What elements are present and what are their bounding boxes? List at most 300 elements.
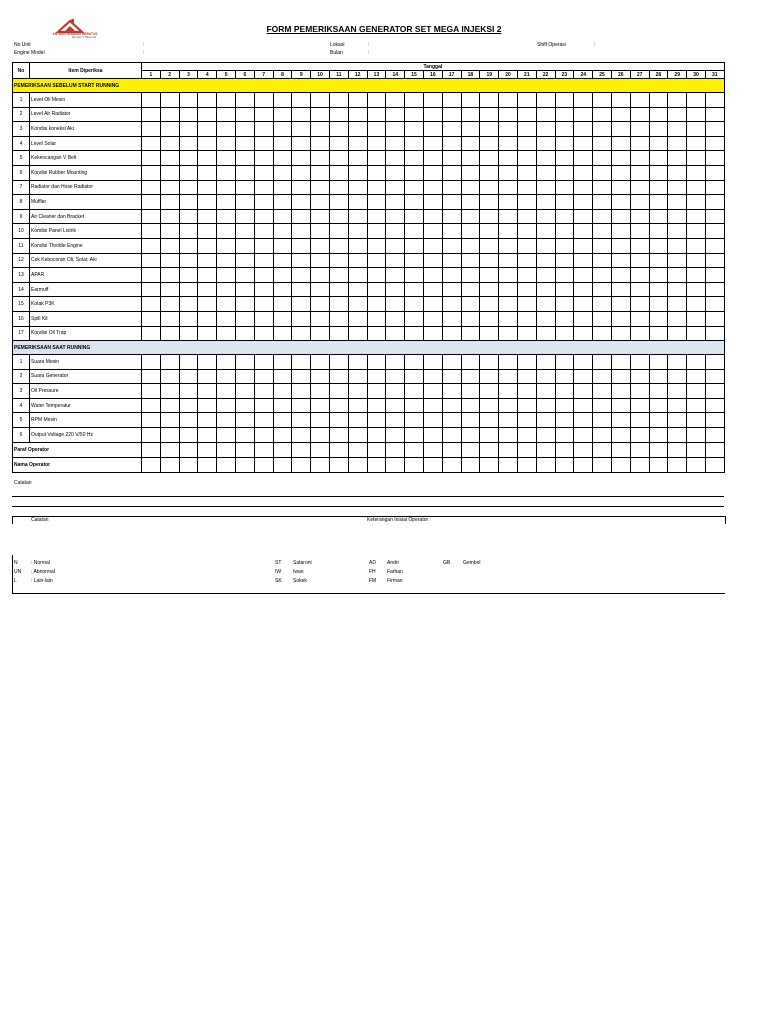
check-cell[interactable] <box>423 195 442 210</box>
check-cell[interactable] <box>423 136 442 151</box>
check-cell[interactable] <box>630 253 649 268</box>
check-cell[interactable] <box>386 165 405 180</box>
check-cell[interactable] <box>348 107 367 122</box>
check-cell[interactable] <box>273 93 292 108</box>
check-cell[interactable] <box>329 369 348 384</box>
check-cell[interactable] <box>405 238 424 253</box>
check-cell[interactable] <box>574 428 593 443</box>
check-cell[interactable] <box>574 195 593 210</box>
sign-cell[interactable] <box>705 442 724 457</box>
check-cell[interactable] <box>668 195 687 210</box>
check-cell[interactable] <box>405 253 424 268</box>
check-cell[interactable] <box>348 282 367 297</box>
check-cell[interactable] <box>254 107 273 122</box>
check-cell[interactable] <box>273 369 292 384</box>
check-cell[interactable] <box>386 311 405 326</box>
check-cell[interactable] <box>668 282 687 297</box>
check-cell[interactable] <box>649 297 668 312</box>
check-cell[interactable] <box>292 369 311 384</box>
check-cell[interactable] <box>480 369 499 384</box>
check-cell[interactable] <box>142 413 161 428</box>
check-cell[interactable] <box>235 413 254 428</box>
check-cell[interactable] <box>254 209 273 224</box>
check-cell[interactable] <box>480 268 499 283</box>
check-cell[interactable] <box>499 238 518 253</box>
check-cell[interactable] <box>555 369 574 384</box>
check-cell[interactable] <box>405 398 424 413</box>
check-cell[interactable] <box>348 93 367 108</box>
check-cell[interactable] <box>480 93 499 108</box>
check-cell[interactable] <box>574 151 593 166</box>
check-cell[interactable] <box>329 428 348 443</box>
check-cell[interactable] <box>423 384 442 399</box>
check-cell[interactable] <box>687 428 706 443</box>
check-cell[interactable] <box>593 136 612 151</box>
check-cell[interactable] <box>687 180 706 195</box>
check-cell[interactable] <box>630 238 649 253</box>
check-cell[interactable] <box>423 369 442 384</box>
check-cell[interactable] <box>499 107 518 122</box>
check-cell[interactable] <box>687 136 706 151</box>
check-cell[interactable] <box>179 209 198 224</box>
check-cell[interactable] <box>235 384 254 399</box>
check-cell[interactable] <box>273 297 292 312</box>
sign-cell[interactable] <box>329 442 348 457</box>
check-cell[interactable] <box>517 107 536 122</box>
check-cell[interactable] <box>442 369 461 384</box>
check-cell[interactable] <box>461 311 480 326</box>
check-cell[interactable] <box>555 384 574 399</box>
check-cell[interactable] <box>555 165 574 180</box>
check-cell[interactable] <box>593 107 612 122</box>
check-cell[interactable] <box>423 326 442 341</box>
check-cell[interactable] <box>630 413 649 428</box>
check-cell[interactable] <box>555 297 574 312</box>
check-cell[interactable] <box>198 93 217 108</box>
check-cell[interactable] <box>273 413 292 428</box>
check-cell[interactable] <box>611 224 630 239</box>
check-cell[interactable] <box>555 224 574 239</box>
check-cell[interactable] <box>348 297 367 312</box>
check-cell[interactable] <box>611 180 630 195</box>
check-cell[interactable] <box>649 195 668 210</box>
check-cell[interactable] <box>480 326 499 341</box>
check-cell[interactable] <box>292 326 311 341</box>
check-cell[interactable] <box>555 122 574 137</box>
check-cell[interactable] <box>254 282 273 297</box>
check-cell[interactable] <box>254 253 273 268</box>
check-cell[interactable] <box>480 355 499 370</box>
check-cell[interactable] <box>329 326 348 341</box>
check-cell[interactable] <box>649 93 668 108</box>
check-cell[interactable] <box>254 93 273 108</box>
sign-cell[interactable] <box>649 442 668 457</box>
check-cell[interactable] <box>461 107 480 122</box>
check-cell[interactable] <box>574 311 593 326</box>
check-cell[interactable] <box>254 428 273 443</box>
check-cell[interactable] <box>292 428 311 443</box>
check-cell[interactable] <box>329 180 348 195</box>
check-cell[interactable] <box>649 165 668 180</box>
check-cell[interactable] <box>461 93 480 108</box>
check-cell[interactable] <box>179 195 198 210</box>
check-cell[interactable] <box>405 282 424 297</box>
check-cell[interactable] <box>254 369 273 384</box>
check-cell[interactable] <box>555 253 574 268</box>
check-cell[interactable] <box>668 224 687 239</box>
check-cell[interactable] <box>292 93 311 108</box>
check-cell[interactable] <box>705 297 724 312</box>
check-cell[interactable] <box>649 428 668 443</box>
check-cell[interactable] <box>217 428 236 443</box>
check-cell[interactable] <box>423 93 442 108</box>
check-cell[interactable] <box>329 268 348 283</box>
check-cell[interactable] <box>292 268 311 283</box>
check-cell[interactable] <box>348 165 367 180</box>
check-cell[interactable] <box>292 209 311 224</box>
check-cell[interactable] <box>593 428 612 443</box>
check-cell[interactable] <box>423 107 442 122</box>
check-cell[interactable] <box>668 268 687 283</box>
check-cell[interactable] <box>142 384 161 399</box>
check-cell[interactable] <box>555 136 574 151</box>
check-cell[interactable] <box>254 165 273 180</box>
check-cell[interactable] <box>423 428 442 443</box>
check-cell[interactable] <box>442 355 461 370</box>
sign-cell[interactable] <box>668 457 687 472</box>
check-cell[interactable] <box>536 297 555 312</box>
check-cell[interactable] <box>649 369 668 384</box>
check-cell[interactable] <box>687 355 706 370</box>
check-cell[interactable] <box>536 151 555 166</box>
check-cell[interactable] <box>273 151 292 166</box>
check-cell[interactable] <box>649 355 668 370</box>
check-cell[interactable] <box>329 224 348 239</box>
check-cell[interactable] <box>198 165 217 180</box>
check-cell[interactable] <box>405 136 424 151</box>
check-cell[interactable] <box>235 297 254 312</box>
check-cell[interactable] <box>217 253 236 268</box>
check-cell[interactable] <box>705 282 724 297</box>
check-cell[interactable] <box>517 253 536 268</box>
check-cell[interactable] <box>235 195 254 210</box>
check-cell[interactable] <box>423 253 442 268</box>
sign-cell[interactable] <box>461 457 480 472</box>
check-cell[interactable] <box>348 326 367 341</box>
check-cell[interactable] <box>705 151 724 166</box>
check-cell[interactable] <box>142 326 161 341</box>
check-cell[interactable] <box>668 93 687 108</box>
sign-cell[interactable] <box>160 442 179 457</box>
check-cell[interactable] <box>442 268 461 283</box>
check-cell[interactable] <box>630 384 649 399</box>
check-cell[interactable] <box>630 122 649 137</box>
check-cell[interactable] <box>142 238 161 253</box>
check-cell[interactable] <box>480 311 499 326</box>
sign-cell[interactable] <box>405 457 424 472</box>
sign-cell[interactable] <box>536 442 555 457</box>
check-cell[interactable] <box>574 253 593 268</box>
check-cell[interactable] <box>536 384 555 399</box>
sign-cell[interactable] <box>386 457 405 472</box>
check-cell[interactable] <box>442 398 461 413</box>
check-cell[interactable] <box>480 180 499 195</box>
check-cell[interactable] <box>555 238 574 253</box>
check-cell[interactable] <box>593 297 612 312</box>
check-cell[interactable] <box>574 180 593 195</box>
check-cell[interactable] <box>160 238 179 253</box>
check-cell[interactable] <box>160 122 179 137</box>
check-cell[interactable] <box>311 180 330 195</box>
check-cell[interactable] <box>536 209 555 224</box>
check-cell[interactable] <box>649 151 668 166</box>
check-cell[interactable] <box>649 326 668 341</box>
sign-cell[interactable] <box>198 457 217 472</box>
check-cell[interactable] <box>235 428 254 443</box>
check-cell[interactable] <box>367 311 386 326</box>
check-cell[interactable] <box>273 195 292 210</box>
check-cell[interactable] <box>142 268 161 283</box>
check-cell[interactable] <box>311 209 330 224</box>
check-cell[interactable] <box>254 180 273 195</box>
check-cell[interactable] <box>142 107 161 122</box>
check-cell[interactable] <box>386 384 405 399</box>
check-cell[interactable] <box>461 369 480 384</box>
check-cell[interactable] <box>668 413 687 428</box>
check-cell[interactable] <box>386 151 405 166</box>
check-cell[interactable] <box>292 136 311 151</box>
check-cell[interactable] <box>292 195 311 210</box>
check-cell[interactable] <box>254 355 273 370</box>
check-cell[interactable] <box>705 311 724 326</box>
check-cell[interactable] <box>442 136 461 151</box>
check-cell[interactable] <box>630 224 649 239</box>
check-cell[interactable] <box>235 268 254 283</box>
check-cell[interactable] <box>499 398 518 413</box>
check-cell[interactable] <box>668 165 687 180</box>
sign-cell[interactable] <box>198 442 217 457</box>
check-cell[interactable] <box>705 136 724 151</box>
check-cell[interactable] <box>367 165 386 180</box>
check-cell[interactable] <box>367 136 386 151</box>
check-cell[interactable] <box>705 224 724 239</box>
check-cell[interactable] <box>593 180 612 195</box>
check-cell[interactable] <box>499 326 518 341</box>
check-cell[interactable] <box>386 268 405 283</box>
check-cell[interactable] <box>499 428 518 443</box>
check-cell[interactable] <box>142 122 161 137</box>
check-cell[interactable] <box>386 107 405 122</box>
check-cell[interactable] <box>668 136 687 151</box>
sign-cell[interactable] <box>687 442 706 457</box>
check-cell[interactable] <box>705 93 724 108</box>
check-cell[interactable] <box>574 355 593 370</box>
check-cell[interactable] <box>273 253 292 268</box>
check-cell[interactable] <box>217 151 236 166</box>
check-cell[interactable] <box>217 107 236 122</box>
check-cell[interactable] <box>273 209 292 224</box>
check-cell[interactable] <box>142 93 161 108</box>
check-cell[interactable] <box>630 398 649 413</box>
check-cell[interactable] <box>593 93 612 108</box>
check-cell[interactable] <box>217 195 236 210</box>
check-cell[interactable] <box>292 180 311 195</box>
check-cell[interactable] <box>329 297 348 312</box>
check-cell[interactable] <box>480 384 499 399</box>
check-cell[interactable] <box>687 282 706 297</box>
check-cell[interactable] <box>480 282 499 297</box>
check-cell[interactable] <box>668 384 687 399</box>
check-cell[interactable] <box>254 268 273 283</box>
sign-cell[interactable] <box>630 442 649 457</box>
check-cell[interactable] <box>179 151 198 166</box>
check-cell[interactable] <box>442 165 461 180</box>
check-cell[interactable] <box>179 268 198 283</box>
check-cell[interactable] <box>668 311 687 326</box>
check-cell[interactable] <box>142 180 161 195</box>
check-cell[interactable] <box>329 107 348 122</box>
check-cell[interactable] <box>517 165 536 180</box>
check-cell[interactable] <box>329 384 348 399</box>
check-cell[interactable] <box>593 326 612 341</box>
check-cell[interactable] <box>536 224 555 239</box>
check-cell[interactable] <box>517 238 536 253</box>
check-cell[interactable] <box>630 180 649 195</box>
check-cell[interactable] <box>423 224 442 239</box>
check-cell[interactable] <box>405 297 424 312</box>
check-cell[interactable] <box>179 93 198 108</box>
check-cell[interactable] <box>292 311 311 326</box>
check-cell[interactable] <box>254 398 273 413</box>
check-cell[interactable] <box>499 268 518 283</box>
check-cell[interactable] <box>179 355 198 370</box>
check-cell[interactable] <box>574 326 593 341</box>
check-cell[interactable] <box>649 282 668 297</box>
check-cell[interactable] <box>517 355 536 370</box>
check-cell[interactable] <box>687 369 706 384</box>
check-cell[interactable] <box>273 238 292 253</box>
check-cell[interactable] <box>179 428 198 443</box>
check-cell[interactable] <box>273 428 292 443</box>
check-cell[interactable] <box>235 180 254 195</box>
check-cell[interactable] <box>517 282 536 297</box>
check-cell[interactable] <box>630 311 649 326</box>
check-cell[interactable] <box>574 122 593 137</box>
check-cell[interactable] <box>611 297 630 312</box>
check-cell[interactable] <box>198 136 217 151</box>
check-cell[interactable] <box>649 384 668 399</box>
check-cell[interactable] <box>705 384 724 399</box>
check-cell[interactable] <box>442 297 461 312</box>
check-cell[interactable] <box>160 428 179 443</box>
check-cell[interactable] <box>442 282 461 297</box>
check-cell[interactable] <box>198 384 217 399</box>
check-cell[interactable] <box>517 122 536 137</box>
check-cell[interactable] <box>235 136 254 151</box>
check-cell[interactable] <box>630 268 649 283</box>
check-cell[interactable] <box>179 165 198 180</box>
check-cell[interactable] <box>235 369 254 384</box>
check-cell[interactable] <box>499 151 518 166</box>
check-cell[interactable] <box>235 122 254 137</box>
check-cell[interactable] <box>254 195 273 210</box>
sign-cell[interactable] <box>517 442 536 457</box>
check-cell[interactable] <box>480 136 499 151</box>
check-cell[interactable] <box>179 282 198 297</box>
check-cell[interactable] <box>367 355 386 370</box>
check-cell[interactable] <box>386 297 405 312</box>
check-cell[interactable] <box>687 93 706 108</box>
check-cell[interactable] <box>574 282 593 297</box>
check-cell[interactable] <box>536 253 555 268</box>
check-cell[interactable] <box>292 413 311 428</box>
check-cell[interactable] <box>254 238 273 253</box>
check-cell[interactable] <box>649 253 668 268</box>
check-cell[interactable] <box>611 384 630 399</box>
check-cell[interactable] <box>593 209 612 224</box>
check-cell[interactable] <box>593 268 612 283</box>
check-cell[interactable] <box>593 413 612 428</box>
check-cell[interactable] <box>405 107 424 122</box>
check-cell[interactable] <box>198 369 217 384</box>
check-cell[interactable] <box>254 297 273 312</box>
sign-cell[interactable] <box>442 457 461 472</box>
check-cell[interactable] <box>273 355 292 370</box>
check-cell[interactable] <box>235 165 254 180</box>
check-cell[interactable] <box>405 268 424 283</box>
check-cell[interactable] <box>611 413 630 428</box>
check-cell[interactable] <box>517 195 536 210</box>
check-cell[interactable] <box>386 136 405 151</box>
check-cell[interactable] <box>179 311 198 326</box>
check-cell[interactable] <box>198 238 217 253</box>
check-cell[interactable] <box>611 209 630 224</box>
check-cell[interactable] <box>348 224 367 239</box>
check-cell[interactable] <box>423 122 442 137</box>
check-cell[interactable] <box>555 93 574 108</box>
check-cell[interactable] <box>461 224 480 239</box>
check-cell[interactable] <box>405 355 424 370</box>
check-cell[interactable] <box>630 151 649 166</box>
check-cell[interactable] <box>329 282 348 297</box>
check-cell[interactable] <box>574 224 593 239</box>
check-cell[interactable] <box>292 355 311 370</box>
check-cell[interactable] <box>687 398 706 413</box>
check-cell[interactable] <box>179 297 198 312</box>
check-cell[interactable] <box>235 282 254 297</box>
check-cell[interactable] <box>217 165 236 180</box>
check-cell[interactable] <box>536 238 555 253</box>
check-cell[interactable] <box>536 355 555 370</box>
check-cell[interactable] <box>423 238 442 253</box>
check-cell[interactable] <box>348 195 367 210</box>
sign-cell[interactable] <box>348 457 367 472</box>
check-cell[interactable] <box>160 224 179 239</box>
check-cell[interactable] <box>668 209 687 224</box>
check-cell[interactable] <box>536 268 555 283</box>
check-cell[interactable] <box>367 326 386 341</box>
check-cell[interactable] <box>611 253 630 268</box>
check-cell[interactable] <box>235 326 254 341</box>
check-cell[interactable] <box>517 384 536 399</box>
sign-cell[interactable] <box>480 442 499 457</box>
check-cell[interactable] <box>405 311 424 326</box>
check-cell[interactable] <box>499 195 518 210</box>
sign-cell[interactable] <box>517 457 536 472</box>
check-cell[interactable] <box>142 297 161 312</box>
check-cell[interactable] <box>593 238 612 253</box>
check-cell[interactable] <box>517 398 536 413</box>
